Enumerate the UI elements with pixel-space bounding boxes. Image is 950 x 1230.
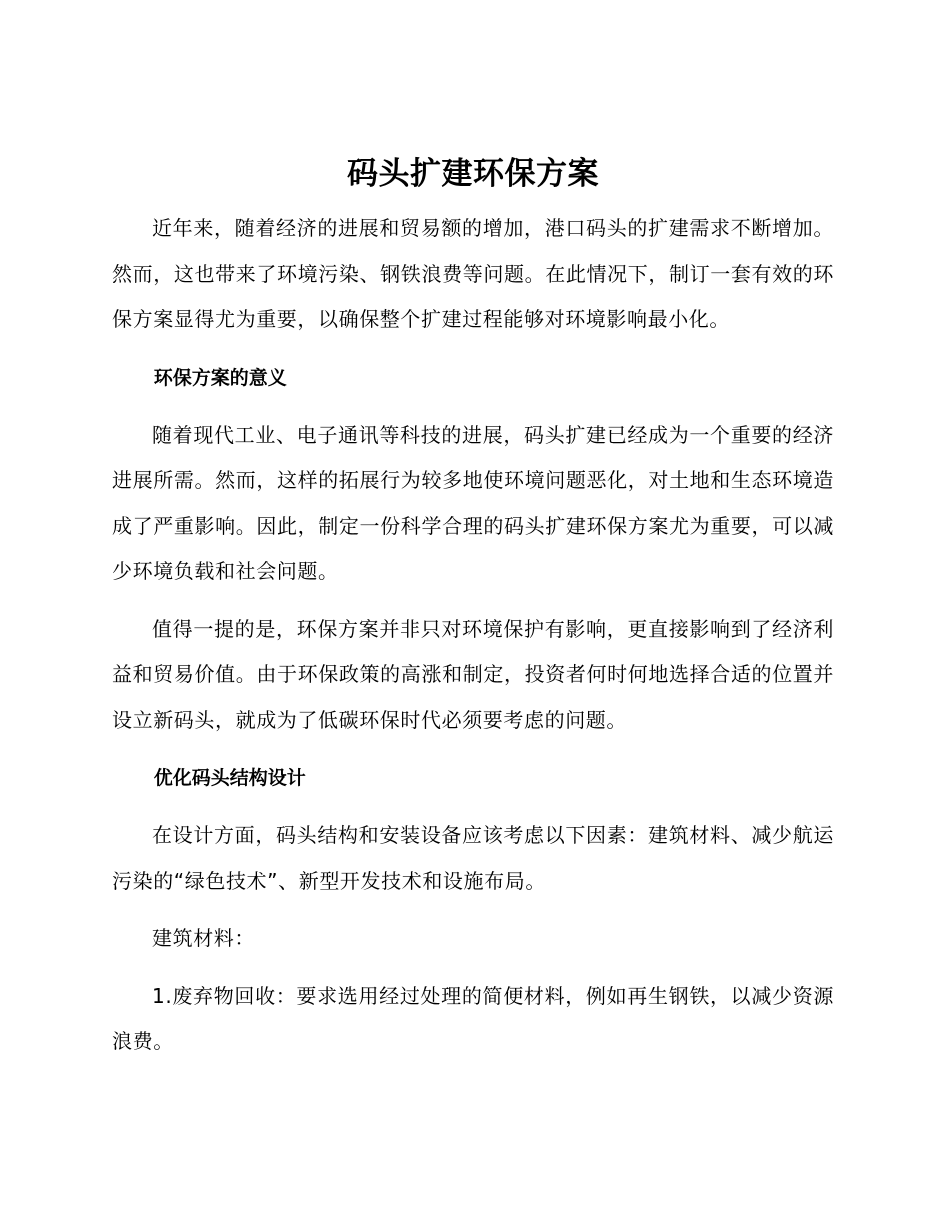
paragraph-waste-recycling: 1.废弃物回收：要求选用经过处理的简便材料，例如再生钢铁，以减少资源浪费。 bbox=[112, 983, 834, 1053]
paragraph-intro: 近年来，随着经济的进展和贸易额的增加，港口码头的扩建需求不断增加。然而，这也带来了环境污染、钢铁浪费等问题。在此情况下，制订一套有效的环保方案显得尤为重要，以确保整个扩建过程能够对环境影响最小化。 bbox=[112, 216, 834, 331]
paragraph-significance-1: 随着现代工业、电子通讯等科技的进展，码头扩建已经成为一个重要的经济进展所需。然而，这样的拓展行为较多地使环境问题恶化，对土地和生态环境造成了严重影响。因此，制定一份科学合理的码头扩建环保方案尤为重要，可以减少环境负载和社会问题。 bbox=[112, 422, 834, 583]
document-title: 码头扩建环保方案 bbox=[347, 156, 599, 192]
section-heading-significance: 环保方案的意义 bbox=[153, 366, 287, 389]
paragraph-building-materials-label: 建筑材料： bbox=[152, 926, 255, 950]
document-page bbox=[112, 146, 834, 1077]
paragraph-design-factors: 在设计方面，码头结构和安装设备应该考虑以下因素：建筑材料、减少航运污染的“绿色技术”、新型开发技术和设施布局。 bbox=[112, 823, 834, 893]
paragraph-significance-2: 值得一提的是，环保方案并非只对环境保护有影响，更直接影响到了经济利益和贸易价值。由于环保政策的高涨和制定，投资者何时何地选择合适的位置并设立新码头，就成为了低碳环保时代必须要考虑的问题。 bbox=[112, 616, 834, 732]
section-heading-structure-design: 优化码头结构设计 bbox=[153, 767, 306, 789]
